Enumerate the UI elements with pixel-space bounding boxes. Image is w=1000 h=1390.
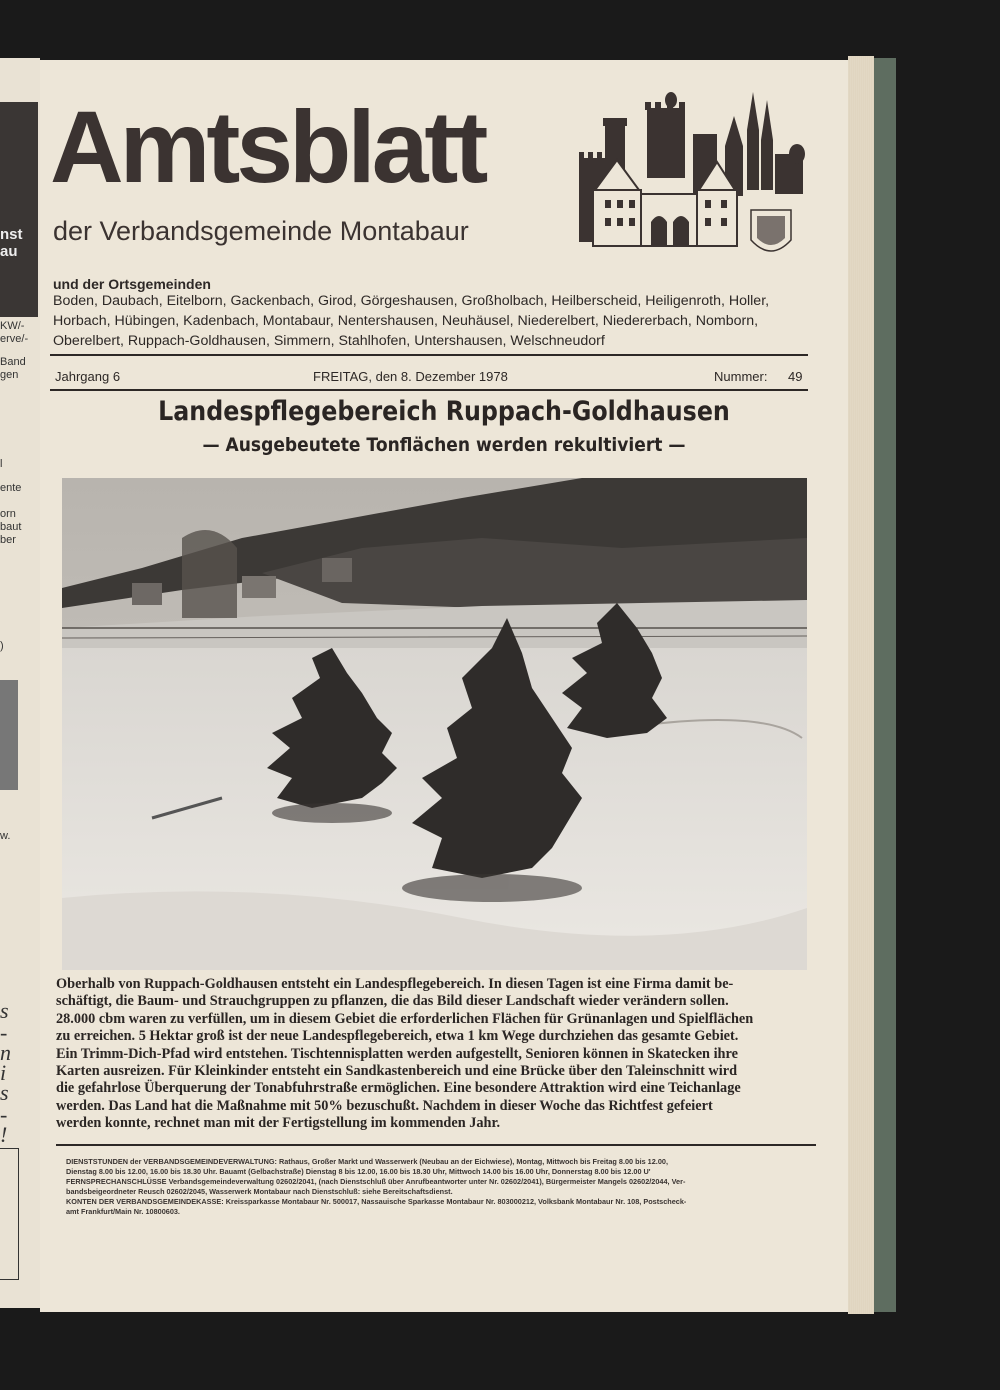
- article-body: [56, 976, 818, 1133]
- towns-line: Horbach, Hübingen, Kadenbach, Montabaur, Nentershausen, Neuhäusel, Niederelbert, Niedererbach, Nomborn,: [53, 313, 759, 329]
- article-line: 28.000 cbm waren zu verfüllen, um in diesem Gebiet die erforderlichen Flächen für Grünanlagen und Spielflächen: [56, 1010, 754, 1027]
- masthead-subtitle: der Verbandsgemeinde Montabaur: [53, 216, 469, 246]
- left-fragment-text: -: [0, 1020, 8, 1045]
- left-fragment-text: nst: [0, 226, 23, 243]
- footer-rule: [56, 1144, 816, 1146]
- footer-line: KONTEN DER VERBANDSGEMEINDEKASSE: Kreissparkasse Montabaur Nr. 500017, Nassauische Sparkasse Montabaur Nr. 803000212, Volksbank Montabaur Nr. 108, Postscheck-: [66, 1196, 687, 1206]
- footer-line: FERNSPRECHANSCHLÜSSE Verbandsgemeindeverwaltung 02602/2041, (nach Dienstschluß über Anrufbeantworter unter Nr. 02602/2041), Bürgermeister Mangels 02602/2044, Ver-: [66, 1176, 686, 1186]
- article-line: Oberhalb von Ruppach-Goldhausen entsteht ein Landespflegebereich. In diesen Tagen ist eine Firma damit be-: [56, 976, 734, 992]
- article-line: Ein Trimm-Dich-Pfad wird entstehen. Tischtennisplatten werden aufgestellt, Senioren können in Skatecken ihre: [56, 1045, 738, 1062]
- office-hours-footer: [66, 1157, 826, 1216]
- article-line: Karten ausreizen. Für Kleinkinder entsteht ein Sandkastenbereich und eine Brücke über den Taleinschnitt wird: [56, 1063, 738, 1080]
- left-fragment-text: n: [0, 1040, 11, 1065]
- towns-line: Boden, Daubach, Eitelborn, Gackenbach, Girod, Görgeshausen, Großholbach, Heilberscheid, Heiligenroth, Holler,: [53, 293, 770, 309]
- issue-number: 49: [788, 369, 803, 384]
- towns-line: Oberelbert, Ruppach-Goldhausen, Simmern, Stahlhofen, Untershausen, Welschneudorf: [53, 333, 605, 349]
- left-fragment-text: i: [0, 1060, 7, 1085]
- footer-line: DIENSTSTUNDEN der VERBANDSGEMEINDEVERWALTUNG: Rathaus, Großer Markt und Wasserwerk (Neubau an der Eichwiese), Montag, Mittwoch bis Freitag 8.00 bis 12.00,: [66, 1157, 668, 1166]
- article-subheadline: — Ausgebeutete Tonflächen werden rekultiviert —: [202, 434, 686, 456]
- left-fragment-text: !: [0, 1122, 8, 1147]
- town-crest-logo: [575, 90, 811, 272]
- left-fragment-text: ): [0, 640, 4, 652]
- left-page-photo: [0, 680, 18, 790]
- footer-line: amt Frankfurt/Main Nr. 10800603.: [66, 1206, 180, 1216]
- footer-line: bandsbeigeordneter Reusch 02602/2045, Wasserwerk Montabaur nach Dienstschluß: siehe Bereitschaftsdienst.: [66, 1186, 453, 1196]
- article-headline: Landespflegebereich Ruppach-Goldhausen: [158, 396, 730, 427]
- left-fragment-text: ber: [0, 534, 16, 546]
- left-fragment-text: Band: [0, 356, 26, 368]
- issue-date: FREITAG, den 8. Dezember 1978: [313, 369, 508, 384]
- left-fragment-text: erve/-: [0, 333, 29, 345]
- article-line: die gefahrlose Überquerung der Tonabfuhrstraße ermöglichen. Eine besondere Attraktion wird eine Teichanlage: [56, 1080, 741, 1097]
- issue-volume: Jahrgang 6: [55, 369, 121, 384]
- header-rule-bottom: [50, 389, 808, 391]
- left-page-box: [0, 1148, 19, 1280]
- article-line: zu erreichen. 5 Hektar groß ist der neue Landespflegebereich, etwa 1 km Wege durchziehen das gesamte Gebiet.: [56, 1028, 739, 1045]
- left-fragment-text: l: [0, 458, 3, 470]
- left-fragment-text: s: [0, 1080, 9, 1105]
- header-rule-top: [50, 354, 808, 356]
- left-fragment-text: au: [0, 243, 18, 260]
- left-fragment-text: -: [0, 1102, 8, 1127]
- article-line: werden konnte, rechnet man mit der Fertigstellung im kommenden Jahr.: [56, 1115, 501, 1132]
- left-fragment-text: s: [0, 998, 9, 1023]
- left-fragment-text: w.: [0, 830, 11, 842]
- page-edges: [848, 56, 874, 1314]
- left-fragment-text: KW/-: [0, 320, 25, 332]
- left-page-fragment: [0, 58, 40, 1308]
- left-page-dark-block: [0, 102, 38, 317]
- issue-number-label: Nummer:: [714, 369, 768, 384]
- town-crest-icon: [575, 90, 811, 272]
- left-fragment-text: ente: [0, 482, 22, 494]
- masthead-title: Amtsblatt: [50, 90, 485, 204]
- left-fragment-text: gen: [0, 369, 19, 381]
- article-line: schäftigt, die Baum- und Strauchgruppen zu pflanzen, die das Bild dieser Landschaft wieder verändern sollen.: [56, 993, 729, 1010]
- article-photo: [62, 478, 807, 970]
- article-line: werden. Das Land hat die Maßnahme mit 50% bezuschußt. Nachdem in dieser Woche das Richtfest gefeiert: [56, 1097, 713, 1114]
- left-fragment-text: baut: [0, 521, 22, 533]
- binding-cover: [874, 58, 896, 1312]
- left-fragment-text: orn: [0, 508, 16, 520]
- footer-line: Dienstag 8.00 bis 12.00, 16.00 bis 18.30 Uhr. Bauamt (Gelbachstraße) Dienstag 8 bis 12.00, 16.00 bis 18.30 Uhr, Mittwoch 14.00 bis 16.00 Uhr, Donnerstag 8.00 bis 12.00 U': [66, 1166, 651, 1176]
- towns-heading: und der Ortsgemeinden: [53, 276, 211, 292]
